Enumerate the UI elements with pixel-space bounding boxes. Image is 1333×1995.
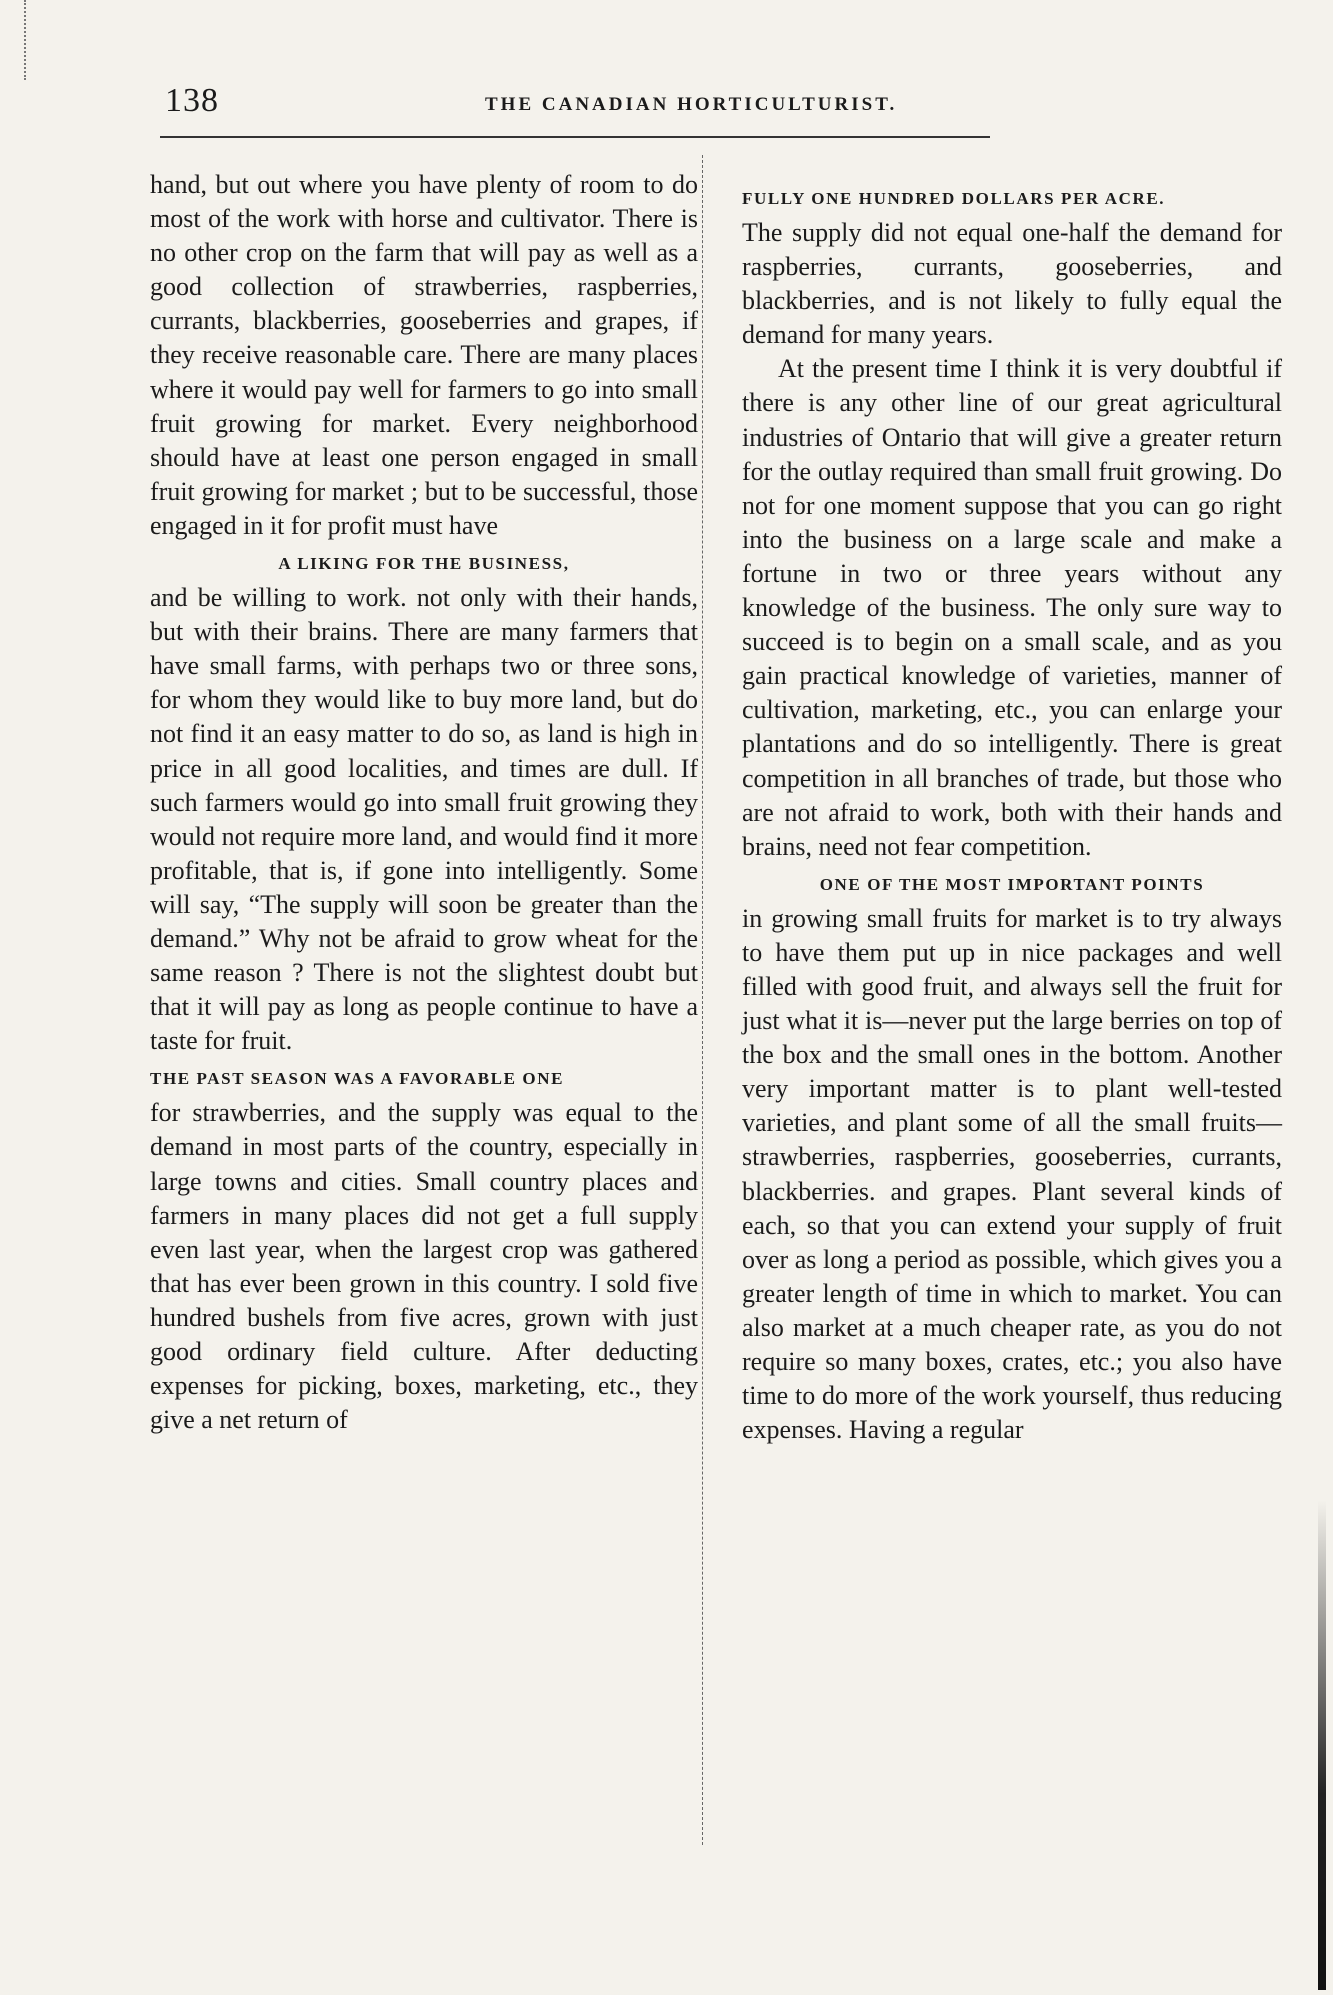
paragraph: The supply did not equal one-half the demand for raspberries, currants, gooseberries, and blackberries, and is not likely to fully equal the demand for many years.	[742, 218, 1282, 350]
page-number: 138	[165, 82, 219, 119]
section-subhead: ONE OF THE MOST IMPORTANT POINTS	[819, 874, 1205, 894]
left-column	[150, 168, 698, 1437]
running-head: THE CANADIAN HORTICULTURIST.	[485, 94, 898, 115]
right-column	[742, 178, 1282, 1447]
section-subhead: A LIKING FOR THE BUSINESS,	[278, 554, 570, 574]
page-header	[0, 78, 1333, 128]
column-divider	[702, 155, 703, 1845]
scan-margin-specks	[24, 0, 34, 80]
section-subhead: THE PAST SEASON WAS A FAVORABLE ONE	[150, 1069, 565, 1089]
section-subhead: FULLY ONE HUNDRED DOLLARS PER ACRE.	[742, 189, 1166, 208]
paragraph: and be willing to work. not only with their hands, but with their brains. There are many farmers that have small farms, with perhaps two or three sons, for whom they would like to buy more land, but do not find it an easy matter to do so, as land is high in price in all good localities, and times are dull. If such farmers would go into small fruit growing they would not require more land, and would find it more profitable, that is, if gone into intelligently. Some will say, “The supply will soon be greater than the demand.” Why not be afraid to grow wheat for the same reason ? There is not the slightest doubt but that it will pay as long as people continue to have a taste for fruit.	[150, 583, 698, 1056]
paragraph: hand, but out where you have plenty of room to do most of the work with horse and cultivator. There is no other crop on the farm that will pay as well as a good collection of strawberries, raspberries, currants, blackberries, gooseberries and grapes, if they receive reasonable care. There are many places where it would pay well for farmers to go into small fruit growing for market. Every neighborhood should have at least one person engaged in small fruit growing for market ; but to be successful, those engaged in it for profit must have	[150, 170, 698, 540]
header-rule	[160, 136, 990, 138]
paragraph: for strawberries, and the supply was equal to the demand in most parts of the country, especially in large towns and cities. Small country places and farmers in many places did not get a full supply even last year, when the largest crop was gathered that has ever been grown in this country. I sold five hundred bushels from five acres, grown with just good ordinary field culture. After deducting expenses for picking, boxes, marketing, etc., they give a net return of	[150, 1098, 698, 1435]
paragraph: At the present time I think it is very doubtful if there is any other line of our great agricultural industries of Ontario that will give a greater return for the outlay required than small fruit growing. Do not for one moment suppose that you can go right into the business on a large scale and make a fortune in two or three years without any knowledge of the business. The only sure way to succeed is to begin on a small scale, and as you gain practical knowledge of varieties, manner of cultivation, marketing, etc., you can enlarge your plantations and do so intelligently. There is great competition in all branches of trade, but those who are not afraid to work, both with their hands and brains, need not fear competition.	[742, 354, 1282, 861]
paragraph: in growing small fruits for market is to try always to have them put up in nice packages and well filled with good fruit, and always sell the fruit for just what it is—never put the large berries on top of the box and the small ones in the bottom. Another very important matter is to plant well-tested varieties, and plant some of all the small fruits—strawberries, raspberries, gooseberries, currants, blackberries. and grapes. Plant several kinds of each, so that you can extend your supply of fruit over as long a period as possible, which gives you a greater length of time in which to market. You can also market at a much cheaper rate, as you do not require so many boxes, crates, etc.; you also have time to do more of the work yourself, thus reducing expenses. Having a regular	[742, 903, 1282, 1445]
page-edge-shadow	[1318, 1500, 1326, 1990]
